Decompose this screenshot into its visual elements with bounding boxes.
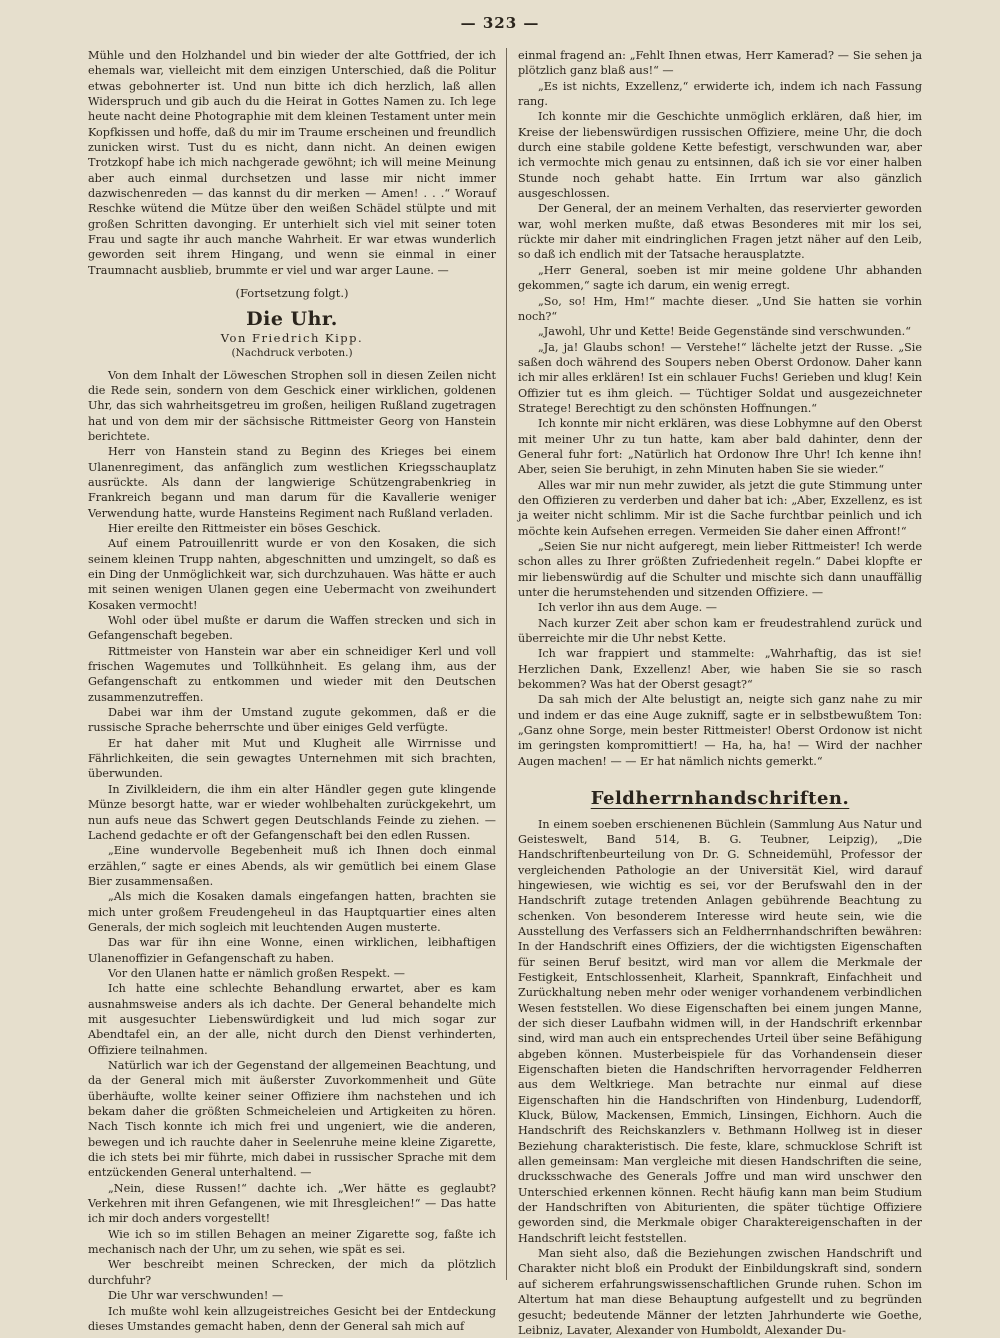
story-paragraph: Rittmeister von Hanstein war aber ein schneidiger Kerl und voll frischen Wagemutes und Tollkühnheit. Es gelang ihm, aus der Gefangenschaft zu entkommen und wieder mit den Deutschen zusammenzutreffen. (88, 644, 496, 704)
feature-paragraph: Man sieht also, daß die Beziehungen zwischen Handschrift und Charakter nicht bloß ein Produkt der Einbildungskraft sind, sondern auf sicherem erfahrungswissenschaftlichen Grunde ruhen. Schon im Altertum hat man diese Behauptung aufgestellt und zu begründen gesucht; bedeutende Männer der letzten Jahrhunderte wie Goethe, Leibniz, Lavater, Alexander von Humboldt, Alexander Du- (518, 1247, 922, 1337)
story-paragraph: Ich konnte mir die Geschichte unmöglich erklären, daß hier, im Kreise der liebenswürdigen russischen Offiziere, meine Uhr, die doch durch eine stabile goldene Kette befestigt, verschwunden war, aber ich vermochte mich genau zu entsinnen, daß ich sie vor einer halben Stunde noch gehabt hatte. Ein Irrtum war also gänzlich ausgeschlossen. (518, 110, 922, 201)
story-paragraph: „Es ist nichts, Exzellenz,“ erwiderte ich, indem ich nach Fassung rang. (518, 79, 922, 109)
column-divider (506, 48, 507, 1280)
story-paragraph: Die Uhr war verschwunden! — (108, 1289, 284, 1303)
feature-paragraph: In einem soeben erschienenen Büchlein (Sammlung Aus Natur und Geisteswelt, Band 514, B. G. Teubner, Leipzig), „Die Handschriftenbeurteilung von Dr. G. Schneidemühl, Professor der vergleichenden Pathologie an der Universität Kiel, wird darauf hingewiesen, wie wichtig es sei, vor der Berufswahl den in der Handschrift zutage tretenden Anlagen gebührende Beachtung zu schenken. Von besonderem Interesse wird heute sein, wie die Ausstellung des Verfassers sich an Feldherrnhandschriften bewähren: In der Handschrift eines Offiziers, der die wichtigsten Eigenschaften für seinen Beruf besitzt, wird man vor allem die Merkmale der Festigkeit, Entschlossenheit, Klarheit, Spannkraft, Einfachheit und Zurückhaltung neben mehr oder weniger vorhandenem verbindlichen Wesen feststellen. Wo diese Eigenschaften bei einem jungen Manne, der sich dieser Laufbahn widmen will, in der Handschrift erkennbar sind, wird man auch ein entsprechendes Urteil über seine Befähigung abgeben können. Musterbeispiele für das Vorhandensein dieser Eigenschaften bieten die Handschriften hervorragender Feldherren aus dem Weltkriege. Man betrachte nur einmal auf diese Eigenschaften hin die Handschriften von Hindenburg, Ludendorff, Kluck, Bülow, Mackensen, Emmich, Linsingen, Eichhorn. Auch die Handschrift des Reichskanzlers v. Bethmann Hollweg ist in dieser Beziehung charakteristisch. Die feste, klare, schmucklose Schrift ist allen gemeinsam: Man vergleiche mit diesen Handschriften die seine, drucksschwache des Generals Joffre und man wird unschwer den Unterschied erkennen können. Recht häufig kann man beim Studium der Handschriften von Abiturienten, die später tüchtige Offiziere geworden sind, die Merkmale obiger Charaktereigenschaften in der Handschrift leicht feststellen. (518, 817, 922, 1245)
story-paragraph: Ich konnte mir nicht erklären, was diese Lobhymne auf den Oberst mit meiner Uhr zu tun hatte, kam aber bald dahinter, denn der General fuhr fort: „Natürlich hat Ordonow Ihre Uhr! Ich kenne ihn! Aber, seien Sie beruhigt, in zehn Minuten haben Sie sie wieder.“ (518, 417, 922, 477)
story-paragraph: Nach kurzer Zeit aber schon kam er freudestrahlend zurück und überreichte mir die Uhr nebst Kette. (518, 616, 922, 646)
right-column (518, 48, 922, 1337)
story-paragraph: „Ja, ja! Glaubs schon! — Verstehe!“ lächelte jetzt der Russe. „Sie saßen doch während des Soupers neben Oberst Ordonow. Daher kann ich mir alles erklären! Ist ein schlauer Fuchs! Gerieben und klug! Kein Offizier tut es ihm gleich. — Tüchtiger Soldat und ausgezeichneter Stratege! Berechtigt zu den schönsten Hoffnungen.“ (518, 340, 922, 415)
story-title: Die Uhr. (246, 307, 338, 330)
story-paragraph: Dabei war ihm der Umstand zugute gekommen, daß er die russische Sprache beherrschte und über einiges Geld verfügte. (88, 706, 496, 735)
story-paragraph: „So, so! Hm, Hm!“ machte dieser. „Und Sie hatten sie vorhin noch?“ (518, 294, 922, 323)
story-paragraph: In Zivilkleidern, die ihm ein alter Händler gegen gute klingende Münze besorgt hatte, war er wieder wohlbehalten zurückgekehrt, um nun aufs neue das Schwert gegen Deutschlands Feinde zu ziehen. — Lachend gedachte er oft der Gefangenschaft bei den edlen Russen. (88, 782, 496, 842)
story-paragraph: „Jawohl, Uhr und Kette! Beide Gegenstände sind verschwunden.“ (538, 325, 911, 339)
left-column (88, 48, 496, 1333)
story-paragraph: Hier ereilte den Rittmeister ein böses Geschick. (108, 521, 381, 535)
story-byline: Von Friedrich Kipp. (220, 330, 364, 345)
story-paragraph: Wer beschreibt meinen Schrecken, der mich da plötzlich durchfuhr? (88, 1258, 496, 1287)
story-paragraph: „Herr General, soeben ist mir meine goldene Uhr abhanden gekommen,“ sagte ich darum, ein wenig erregt. (518, 263, 922, 293)
story-paragraph: „Eine wundervolle Begebenheit muß ich Ihnen doch einmal erzählen,“ sagte er eines Abends, als wir gemütlich bei einem Glase Bier zusammensaßen. (88, 844, 496, 888)
feature-title: Feldherrnhandschriften. (590, 788, 850, 810)
story-paragraph: Vor den Ulanen hatte er nämlich großen Respekt. — (108, 966, 405, 980)
reprint-note: (Nachdruck verboten.) (231, 347, 353, 360)
story-paragraph: Da sah mich der Alte belustigt an, neigte sich ganz nahe zu mir und indem er das eine Auge zukniff, sagte er in selbstbewußtem Ton: „Ganz ohne Sorge, mein bester Rittmeister! Oberst Ordonow ist nicht im geringsten kompromittiert! — Ha, ha, ha! — Wird der nachher Augen machen! — — Er hat nämlich nichts gemerkt.“ (518, 693, 922, 768)
story-paragraph: Auf einem Patrouillenritt wurde er von den Kosaken, die sich seinem kleinen Trupp nahten, abgeschnitten und umzingelt, so daß es ein Ding der Unmöglichkeit war, sich durchzuhauen. Was hätte er auch mit seinen wenigen Ulanen gegen eine Uebermacht von zweihundert Kosaken vermocht! (88, 537, 496, 612)
story-paragraph: Er hat daher mit Mut und Klugheit alle Wirrnisse und Fährlichkeiten, die sein gewagtes Unternehmen mit sich brachten, überwunden. (88, 736, 496, 781)
story-paragraph: Alles war mir nun mehr zuwider, als jetzt die gute Stimmung unter den Offizieren zu verderben und daher bat ich: „Aber, Exzellenz, es ist ja weiter nicht schlimm. Mir ist die Sache furchtbar peinlich und ich möchte kein Aufsehen erregen. Vermeiden Sie daher einen Affront!“ (518, 478, 922, 538)
story-paragraph: Ich verlor ihn aus dem Auge. — (538, 601, 717, 615)
story-paragraph: einmal fragend an: „Fehlt Ihnen etwas, Herr Kamerad? — Sie sehen ja plötzlich ganz blaß aus!“ — (518, 49, 922, 78)
serial-ending-paragraph: Mühle und den Holzhandel und bin wieder der alte Gottfried, der ich ehemals war, vielleicht mit dem einzigen Unterschied, daß die Politur etwas gebohnerter ist. Und nun bitte ich dich herzlich, laß allen Widerspruch und gib auch du die Heirat in Gottes Namen zu. Ich lege heute nacht deine Photographie mit dem kleinen Testament unter mein Kopfkissen und hoffe, daß du mir im Traume erscheinen und freundlich zunicken wirst. Tust du es nicht, dann nicht. An deinen ewigen Trotzkopf habe ich mich nachgerade gewöhnt; ich will meine Meinung aber auch einmal durchsetzen und lasse mir nicht immer dazwischenreden — das kannst du dir merken — Amen! . . .“ Worauf Reschke wütend die Mütze über den weißen Schädel stülpte und mit großen Schritten davonging. Er unterhielt sich viel mit seiner toten Frau und sagte ihr auch manche Wahrheit. Er war etwas wunderlich geworden seit ihrem Hingang, und wenn sie einmal in einer Traumnacht ausblieb, brummte er viel und war arger Laune. — (88, 49, 496, 277)
story-paragraph: Natürlich war ich der Gegenstand der allgemeinen Beachtung, und da der General mich mit äußerster Zuvorkommenheit und Güte überhäufte, wollte keiner seiner Offiziere ihm nachstehen und ich bekam daher die größten Schmeicheleien und Artigkeiten zu hören. Nach Tisch konnte ich mich frei und ungeniert, wie die anderen, bewegen und ich rauchte daher in Seelenruhe meine kleine Zigarette, die ich stets bei mir führte, mich dabei in russischer Sprache mit dem entzückenden General unterhaltend. — (88, 1059, 496, 1180)
story-paragraph: Von dem Inhalt der Löweschen Strophen soll in diesen Zeilen nicht die Rede sein, sondern von dem Geschick einer wirklichen, goldenen Uhr, das sich wahrheitsgetreu im großen, heiligen Rußland zugetragen hat und von dem mir der sächsische Rittmeister Georg von Hanstein berichtete. (88, 368, 496, 443)
story-paragraph: Ich hatte eine schlechte Behandlung erwartet, aber es kam ausnahmsweise anders als ich dachte. Der General behandelte mich mit ausgesuchter Liebenswürdigkeit und lud mich sogar zur Abendtafel ein, an der alle, nicht durch den Dienst verhinderten, Offiziere teilnahmen. (88, 982, 496, 1057)
story-paragraph: „Als mich die Kosaken damals eingefangen hatten, brachten sie mich unter großem Freudengeheul in das Hauptquartier eines alten Generals, der mich sogleich mit leuchtenden Augen musterte. (88, 890, 496, 934)
story-paragraph: Ich war frappiert und stammelte: „Wahrhaftig, das ist sie! Herzlichen Dank, Exzellenz! Aber, wie haben Sie sie so rasch bekommen? Was hat der Oberst gesagt?“ (518, 647, 922, 692)
continuation-note: (Fortsetzung folgt.) (235, 286, 349, 301)
story-paragraph: Wie ich so im stillen Behagen an meiner Zigarette sog, faßte ich mechanisch nach der Uhr, um zu sehen, wie spät es sei. (88, 1227, 496, 1257)
story-paragraph: Ich mußte wohl kein allzugeistreiches Gesicht bei der Entdeckung dieses Umstandes gemacht haben, denn der General sah mich auf (88, 1304, 496, 1333)
page-number: — 323 — (460, 14, 540, 32)
story-paragraph: Das war für ihn eine Wonne, einen wirklichen, leibhaftigen Ulanenoffizier in Gefangenschaft zu haben. (88, 936, 496, 965)
story-paragraph: Wohl oder übel mußte er darum die Waffen strecken und sich in Gefangenschaft begeben. (88, 614, 496, 643)
story-paragraph: Der General, der an meinem Verhalten, das reservierter geworden war, wohl merken mußte, daß etwas Besonderes mit mir los sei, rückte mir daher mit eindringlichen Fragen jetzt näher auf den Leib, so daß ich endlich mit der Tatsache herausplatzte. (518, 202, 922, 262)
story-paragraph: „Nein, diese Russen!“ dachte ich. „Wer hätte es geglaubt? Verkehren mit ihren Gefangenen, wie mit Ihresgleichen!“ — Das hatte ich mir doch anders vorgestellt! (88, 1181, 496, 1226)
story-paragraph: „Seien Sie nur nicht aufgeregt, mein lieber Rittmeister! Ich werde schon alles zu Ihrer größten Zufriedenheit regeln.“ Dabei klopfte er mir liebenswürdig auf die Schulter und mischte sich dann unauffällig unter die herumstehenden und sitzenden Offiziere. — (518, 540, 922, 600)
story-paragraph: Herr von Hanstein stand zu Beginn des Krieges bei einem Ulanenregiment, das anfänglich zum westlichen Kriegsschauplatz ausrückte. Als dann der langwierige Schützengrabenkrieg in Frankreich begann und man darum für die Kavallerie weniger Verwendung hatte, wurde Hansteins Regiment nach Rußland verladen. (88, 445, 496, 520)
